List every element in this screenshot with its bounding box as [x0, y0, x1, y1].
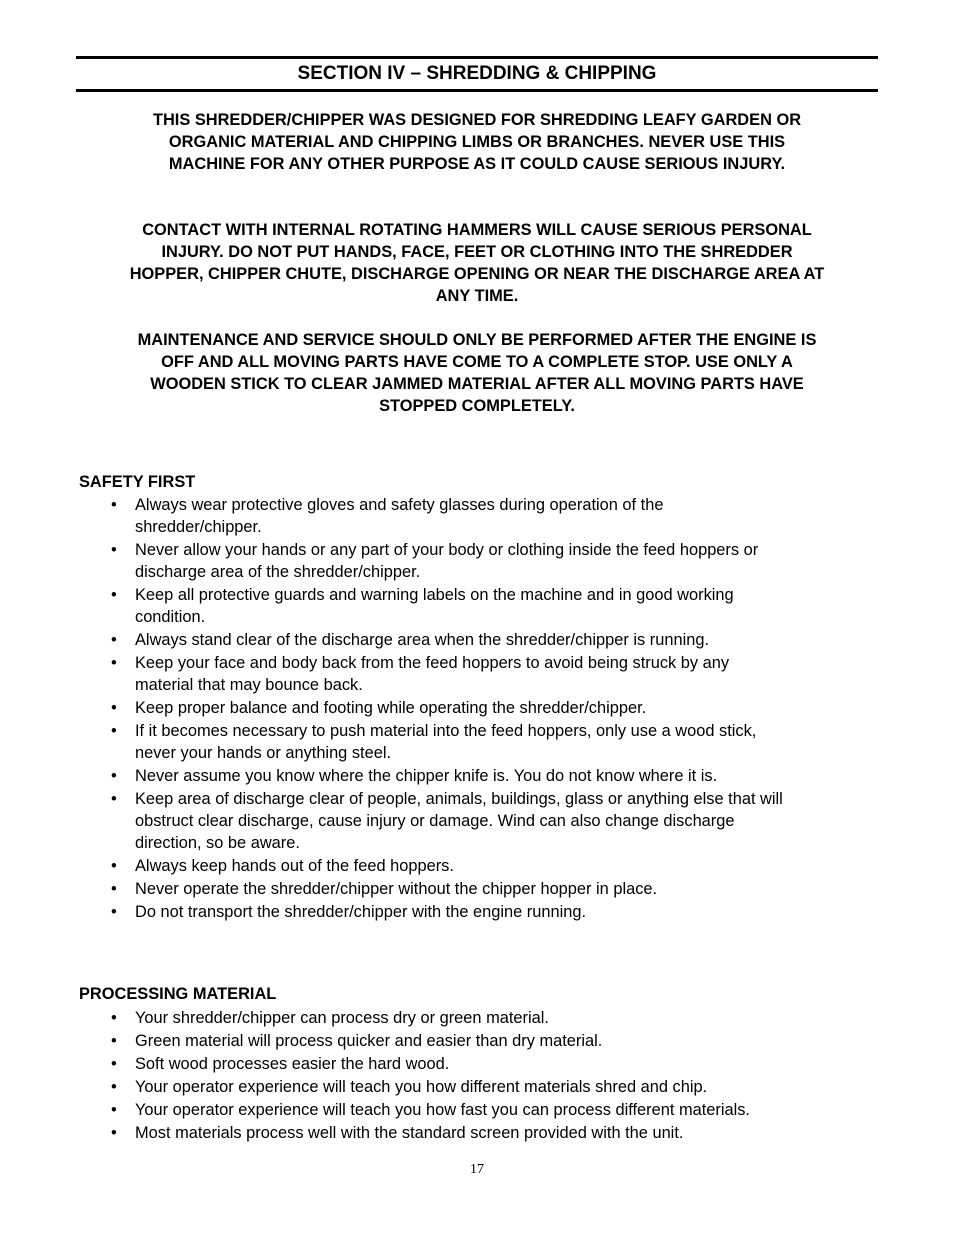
- list-item-text: [135, 878, 895, 900]
- list-item: [0, 494, 895, 538]
- warning-line: CONTACT WITH INTERNAL ROTATING HAMMERS WILL CAUSE SERIOUS PERSONAL: [142, 221, 812, 239]
- list-item-line: Keep area of discharge clear of people, animals, buildings, glass or anything else that will: [135, 790, 783, 808]
- list-item-line: Soft wood processes easier the hard wood.: [135, 1055, 450, 1073]
- list-item: [0, 697, 895, 719]
- list-item-text: [135, 1053, 895, 1075]
- list-item: [0, 1099, 895, 1121]
- warning-line: MACHINE FOR ANY OTHER PURPOSE AS IT COULD CAUSE SERIOUS INJURY.: [168, 155, 786, 173]
- bullet-icon: •: [111, 496, 117, 514]
- list-item-line: Your shredder/chipper can process dry or green material.: [135, 1009, 549, 1027]
- list-item: [0, 720, 895, 764]
- list-item-line: never your hands or anything steel.: [135, 744, 392, 762]
- list-item: [0, 629, 895, 651]
- warning-line: STOPPED COMPLETELY.: [379, 397, 575, 415]
- bullet-icon: •: [111, 1055, 117, 1073]
- list-item: [0, 1007, 895, 1029]
- list-item: [0, 1053, 895, 1075]
- list-item: [0, 652, 895, 696]
- bullet-icon: •: [111, 880, 117, 898]
- warning-paragraph: [76, 329, 878, 417]
- list-item-text: [135, 1007, 895, 1029]
- list-item-text: [135, 720, 895, 764]
- list-item-text: [135, 494, 895, 538]
- list-item: [0, 1030, 895, 1052]
- list-item-line: Always wear protective gloves and safety glasses during operation of the: [135, 496, 664, 514]
- list-item: [0, 855, 895, 877]
- list-item-line: material that may bounce back.: [135, 676, 363, 694]
- list-item: [0, 1122, 895, 1144]
- list-item-text: [135, 1076, 895, 1098]
- list-item-line: Keep all protective guards and warning labels on the machine and in good working: [135, 586, 734, 604]
- list-item-line: direction, so be aware.: [135, 834, 300, 852]
- bullet-icon: •: [111, 631, 117, 649]
- bullet-icon: •: [111, 903, 117, 921]
- warning-line: ORGANIC MATERIAL AND CHIPPING LIMBS OR BRANCHES. NEVER USE THIS: [168, 133, 786, 151]
- list-item-text: [135, 697, 895, 719]
- warning-paragraph: [76, 219, 878, 307]
- warning-line: MAINTENANCE AND SERVICE SHOULD ONLY BE PERFORMED AFTER THE ENGINE IS: [137, 331, 817, 349]
- bullet-icon: •: [111, 790, 117, 808]
- list-item-line: Always stand clear of the discharge area when the shredder/chipper is running.: [135, 631, 710, 649]
- warning-line: THIS SHREDDER/CHIPPER WAS DESIGNED FOR SHREDDING LEAFY GARDEN OR: [152, 111, 802, 129]
- list-item-line: Always keep hands out of the feed hoppers.: [135, 857, 454, 875]
- processing-heading: PROCESSING MATERIAL: [79, 985, 277, 1003]
- bullet-icon: •: [111, 586, 117, 604]
- top-rule: [76, 56, 878, 59]
- list-item-line: Never allow your hands or any part of your body or clothing inside the feed hoppers or: [135, 541, 759, 559]
- bullet-icon: •: [111, 857, 117, 875]
- bullet-icon: •: [111, 1124, 117, 1142]
- list-item-text: [135, 652, 895, 696]
- list-item: [0, 539, 895, 583]
- list-item-line: discharge area of the shredder/chipper.: [135, 563, 421, 581]
- bullet-icon: •: [111, 654, 117, 672]
- list-item-line: Your operator experience will teach you how different materials shred and chip.: [135, 1078, 708, 1096]
- bullet-icon: •: [111, 1101, 117, 1119]
- list-item-line: Keep your face and body back from the feed hoppers to avoid being struck by any: [135, 654, 730, 672]
- list-item: [0, 878, 895, 900]
- list-item-line: Keep proper balance and footing while operating the shredder/chipper.: [135, 699, 647, 717]
- list-item-line: Never assume you know where the chipper knife is. You do not know where it is.: [135, 767, 718, 785]
- list-item: [0, 1076, 895, 1098]
- list-item-line: If it becomes necessary to push material into the feed hoppers, only use a wood stick,: [135, 722, 757, 740]
- list-item: [0, 765, 895, 787]
- list-item-text: [135, 1099, 895, 1121]
- bullet-icon: •: [111, 541, 117, 559]
- list-item-text: [135, 539, 895, 583]
- list-item-line: obstruct clear discharge, cause injury or damage. Wind can also change discharge: [135, 812, 735, 830]
- bullet-icon: •: [111, 722, 117, 740]
- list-item-line: Your operator experience will teach you how fast you can process different materials.: [135, 1101, 750, 1119]
- list-item-line: Green material will process quicker and easier than dry material.: [135, 1032, 603, 1050]
- list-item-text: [135, 1122, 895, 1144]
- warning-line: WOODEN STICK TO CLEAR JAMMED MATERIAL AFTER ALL MOVING PARTS HAVE: [150, 375, 804, 393]
- list-item-text: [135, 788, 895, 854]
- list-item-text: [135, 629, 895, 651]
- safety-list: [0, 494, 895, 924]
- list-item-text: [135, 1030, 895, 1052]
- bullet-icon: •: [111, 1032, 117, 1050]
- page-number: 17: [470, 1162, 484, 1177]
- bullet-icon: •: [111, 1009, 117, 1027]
- list-item-line: Do not transport the shredder/chipper with the engine running.: [135, 903, 587, 921]
- section-title: SECTION IV – SHREDDING & CHIPPING: [297, 63, 657, 84]
- list-item-line: condition.: [135, 608, 206, 626]
- warning-line: INJURY. DO NOT PUT HANDS, FACE, FEET OR CLOTHING INTO THE SHREDDER: [161, 243, 793, 261]
- warning-line: HOPPER, CHIPPER CHUTE, DISCHARGE OPENING OR NEAR THE DISCHARGE AREA AT: [129, 265, 825, 283]
- warning-line: ANY TIME.: [435, 287, 519, 305]
- bullet-icon: •: [111, 1078, 117, 1096]
- list-item-line: shredder/chipper.: [135, 518, 262, 536]
- list-item-line: Most materials process well with the standard screen provided with the unit.: [135, 1124, 684, 1142]
- list-item-text: [135, 855, 895, 877]
- list-item-text: [135, 765, 895, 787]
- bullet-icon: •: [111, 699, 117, 717]
- warning-line: OFF AND ALL MOVING PARTS HAVE COME TO A COMPLETE STOP. USE ONLY A: [161, 353, 793, 371]
- list-item-text: [135, 584, 895, 628]
- list-item-text: [135, 901, 895, 923]
- processing-list: [0, 1007, 895, 1145]
- safety-heading: SAFETY FIRST: [79, 473, 196, 491]
- bottom-rule: [76, 89, 878, 92]
- bullet-icon: •: [111, 767, 117, 785]
- list-item: [0, 901, 895, 923]
- warning-paragraph: [76, 109, 878, 175]
- list-item: [0, 584, 895, 628]
- list-item-line: Never operate the shredder/chipper without the chipper hopper in place.: [135, 880, 658, 898]
- list-item: [0, 788, 895, 854]
